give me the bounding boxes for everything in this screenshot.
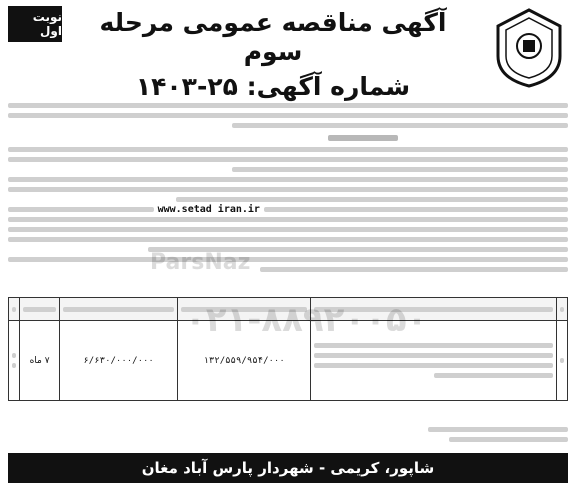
- condition-line: [8, 225, 568, 234]
- text-placeholder-line: [560, 307, 564, 312]
- text-placeholder-line: [560, 358, 564, 363]
- text-placeholder-line: [8, 207, 154, 212]
- condition-line: [8, 195, 568, 204]
- text-placeholder-line: [232, 123, 568, 128]
- text-placeholder-line: [264, 207, 568, 212]
- text-placeholder-line: [449, 437, 568, 442]
- text-placeholder-line: [8, 227, 568, 232]
- intro-paragraph: [8, 103, 568, 129]
- text-placeholder-line: [63, 307, 173, 312]
- column-header-placeholder: [19, 298, 60, 321]
- project-table: [8, 297, 568, 401]
- condition-line: [8, 235, 568, 244]
- text-placeholder-line: [181, 307, 308, 312]
- text-placeholder-line: [8, 217, 568, 222]
- column-header-placeholder: [177, 298, 311, 321]
- duration-cell: ۷ ماه: [19, 321, 60, 401]
- condition-line: [8, 175, 568, 184]
- condition-line: [8, 155, 568, 164]
- price-basis-cell: [9, 321, 20, 401]
- table-row: [9, 321, 568, 401]
- text-placeholder-line: [434, 373, 553, 378]
- municipality-logo-emblem: [490, 6, 568, 90]
- text-placeholder-line: [8, 187, 568, 192]
- condition-line: [8, 215, 568, 224]
- title-block: [88, 6, 458, 101]
- text-placeholder-line: [176, 197, 568, 202]
- notice-header: [8, 6, 568, 101]
- text-placeholder-line: [12, 307, 16, 312]
- website-link[interactable]: www.setad iran.ir: [157, 204, 260, 215]
- row-index-cell: [557, 321, 568, 401]
- condition-line: [8, 165, 568, 174]
- text-placeholder-line: [314, 343, 553, 348]
- text-placeholder-line: [23, 307, 57, 312]
- text-placeholder-line: [12, 353, 16, 358]
- text-placeholder-line: [8, 157, 568, 162]
- text-placeholder-line: [232, 167, 568, 172]
- text-placeholder-line: [8, 257, 568, 262]
- parsnaz-watermark: ParsNaz: [150, 250, 251, 275]
- text-placeholder-line: [314, 353, 553, 358]
- column-header-placeholder: [9, 298, 20, 321]
- condition-line: [8, 265, 568, 274]
- condition-line: [8, 185, 568, 194]
- publication-dates: [428, 422, 568, 447]
- text-placeholder-line: [148, 247, 568, 252]
- estimate-cell: ۱۳۲/۵۵۹/۹۵۴/۰۰۰: [177, 321, 311, 401]
- announcement-number: شماره آگهی: ۲۵-۱۴۰۳: [135, 72, 411, 101]
- text-placeholder-line: [8, 237, 568, 242]
- deposit-cell: ۶/۶۳۰/۰۰۰/۰۰۰: [60, 321, 177, 401]
- text-placeholder-line: [8, 147, 568, 152]
- table-header-row: [9, 298, 568, 321]
- text-placeholder-line: [260, 267, 568, 272]
- project-description-cell: [311, 321, 557, 401]
- text-placeholder-line: [314, 363, 553, 368]
- conditions-list: [8, 145, 568, 293]
- text-placeholder-line: [8, 103, 568, 108]
- column-header-placeholder: [557, 298, 568, 321]
- first-round-badge: نوبت اول: [8, 6, 62, 42]
- condition-line: [8, 255, 568, 264]
- column-header-placeholder: [311, 298, 557, 321]
- notice-title: آگهی مناقصه عمومی مرحله سوم: [99, 8, 447, 66]
- text-placeholder-line: [314, 307, 553, 312]
- text-placeholder-line: [12, 363, 16, 368]
- text-placeholder-line: [8, 177, 568, 182]
- column-header-placeholder: [60, 298, 177, 321]
- condition-line: [8, 145, 568, 154]
- signature-banner: شاپور، کریمی - شهردار پارس آباد مغان: [8, 453, 568, 483]
- condition-line: [8, 245, 568, 254]
- text-placeholder-line: [428, 427, 568, 432]
- conditions-heading-placeholder: [328, 135, 398, 141]
- condition-line-with-website: [8, 205, 568, 214]
- text-placeholder-line: [8, 113, 568, 118]
